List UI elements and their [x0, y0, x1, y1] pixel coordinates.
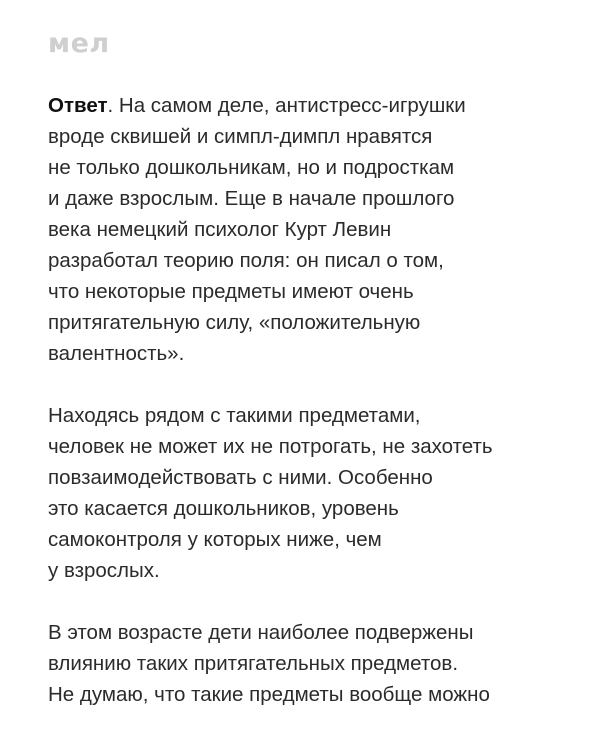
text-line: человек не может их не потрогать, не захотеть [48, 435, 493, 458]
text-line: что некоторые предметы имеют очень [48, 280, 414, 303]
paragraph-1 [48, 90, 588, 369]
text-line: В этом возрасте дети наиболее подвержены [48, 621, 474, 644]
text-line: века немецкий психолог Курт Левин [48, 218, 392, 241]
text-line: у взрослых. [48, 559, 160, 582]
text-line: Находясь рядом с такими предметами, [48, 404, 421, 427]
text-line: валентность». [48, 342, 185, 365]
text-line: разработал теорию поля: он писал о том, [48, 249, 444, 272]
text-line-content: . На самом деле, антистресс-игрушки [107, 94, 466, 117]
text-line: притягательную силу, «положительную [48, 311, 421, 334]
paragraph-3 [48, 617, 588, 710]
text-line: и даже взрослым. Еще в начале прошлого [48, 187, 455, 210]
text-line: повзаимодействовать с ними. Особенно [48, 466, 433, 489]
text-line: Не думаю, что такие предметы вообще можно [48, 683, 490, 706]
text-line: влиянию таких притягательных предметов. [48, 652, 459, 675]
text-line: не только дошкольникам, но и подросткам [48, 156, 455, 179]
paragraph-2 [48, 400, 588, 586]
article-body [48, 90, 588, 741]
text-line: самоконтроля у которых ниже, чем [48, 528, 382, 551]
answer-label: Ответ [48, 94, 108, 117]
mel-logo: мел [48, 28, 110, 59]
text-line: это касается дошкольников, уровень [48, 497, 399, 520]
text-line [48, 90, 588, 121]
text-line: вроде сквишей и симпл-димпл нравятся [48, 125, 433, 148]
